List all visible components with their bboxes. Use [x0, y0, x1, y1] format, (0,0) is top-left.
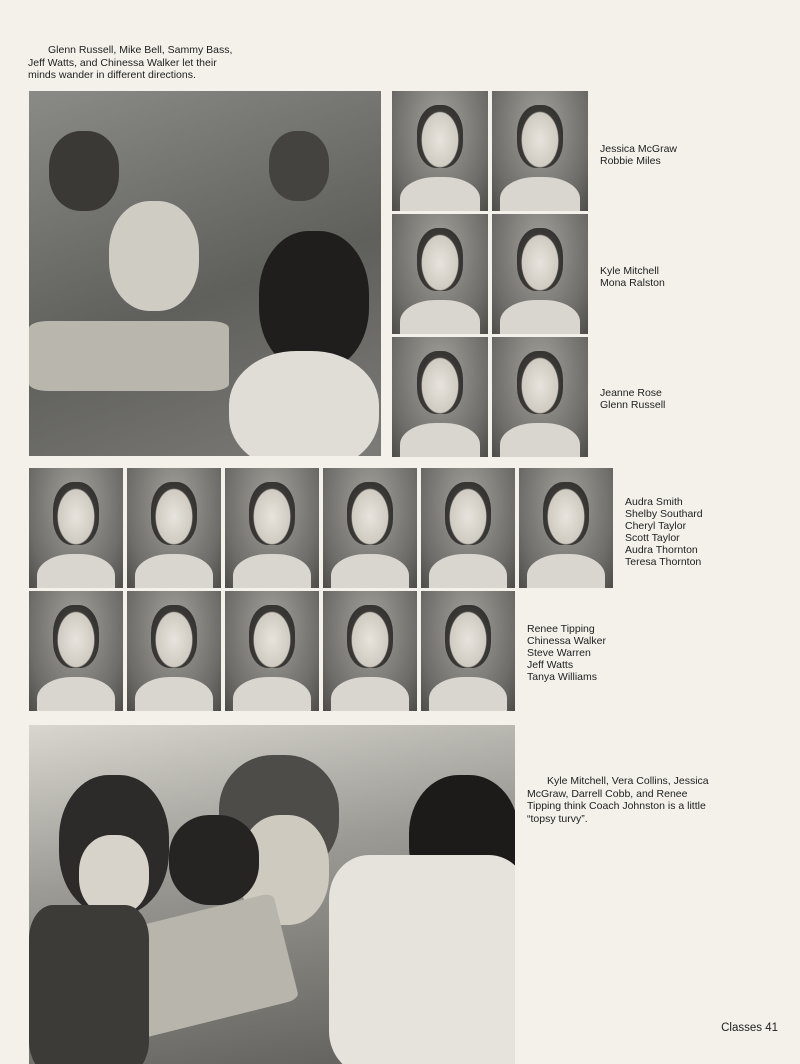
portrait-audra-smith [29, 468, 123, 588]
name-list-group-3 [600, 387, 665, 411]
student-name: Audra Thornton [625, 544, 698, 556]
name-list-group-1 [600, 143, 677, 167]
portrait-chinessa-walker [127, 591, 221, 711]
portrait-teresa-thornton [519, 468, 613, 588]
top-caption-line: Glenn Russell, Mike Bell, Sammy Bass, [48, 44, 233, 56]
portrait-mona-ralston [492, 214, 588, 334]
top-caption [28, 44, 268, 82]
student-name: Scott Taylor [625, 532, 680, 544]
bottom-caption-line: Kyle Mitchell, Vera Collins, Jessica [547, 775, 709, 787]
portrait-jeff-watts [323, 591, 417, 711]
classroom-photo [29, 91, 381, 456]
student-name: Mona Ralston [600, 277, 665, 289]
student-name: Tanya Williams [527, 671, 598, 683]
coach-group-photo [29, 725, 515, 1064]
bottom-caption-line: “topsy turvy”. [527, 812, 588, 825]
student-name: Kyle Mitchell [600, 265, 659, 277]
portrait-renee-tipping [29, 591, 123, 711]
top-caption-line: minds wander in different directions. [28, 69, 196, 81]
page-number: Classes 41 [721, 1022, 778, 1034]
portrait-audra-thornton [421, 468, 515, 588]
top-caption-line: Jeff Watts, and Chinessa Walker let their [28, 56, 217, 69]
name-list-group-5 [527, 623, 606, 683]
student-name: Glenn Russell [600, 399, 666, 411]
student-name: Teresa Thornton [625, 556, 702, 568]
student-name: Jeff Watts [527, 659, 574, 671]
portrait-jessica-mcgraw [392, 91, 488, 211]
portrait-tanya-williams [421, 591, 515, 711]
bottom-caption [527, 775, 737, 825]
portrait-glenn-russell [492, 337, 588, 457]
student-name: Steve Warren [527, 647, 591, 659]
portrait-jeanne-rose [392, 337, 488, 457]
portrait-robbie-miles [492, 91, 588, 211]
student-name: Jessica McGraw [600, 143, 678, 155]
portrait-steve-warren [225, 591, 319, 711]
name-list-group-4 [625, 496, 703, 568]
student-name: Renee Tipping [527, 623, 595, 635]
bottom-caption-line: McGraw, Darrell Cobb, and Renee [527, 787, 688, 800]
portrait-cheryl-taylor [225, 468, 319, 588]
bottom-caption-line: Tipping think Coach Johnston is a little [527, 800, 706, 812]
student-name: Chinessa Walker [527, 635, 606, 647]
name-list-group-2 [600, 265, 665, 289]
student-name: Audra Smith [625, 496, 683, 508]
portrait-kyle-mitchell [392, 214, 488, 334]
student-name: Cheryl Taylor [625, 520, 687, 532]
portrait-scott-taylor [323, 468, 417, 588]
portrait-shelby-southard [127, 468, 221, 588]
student-name: Jeanne Rose [600, 387, 662, 399]
student-name: Robbie Miles [600, 155, 661, 167]
student-name: Shelby Southard [625, 508, 703, 520]
